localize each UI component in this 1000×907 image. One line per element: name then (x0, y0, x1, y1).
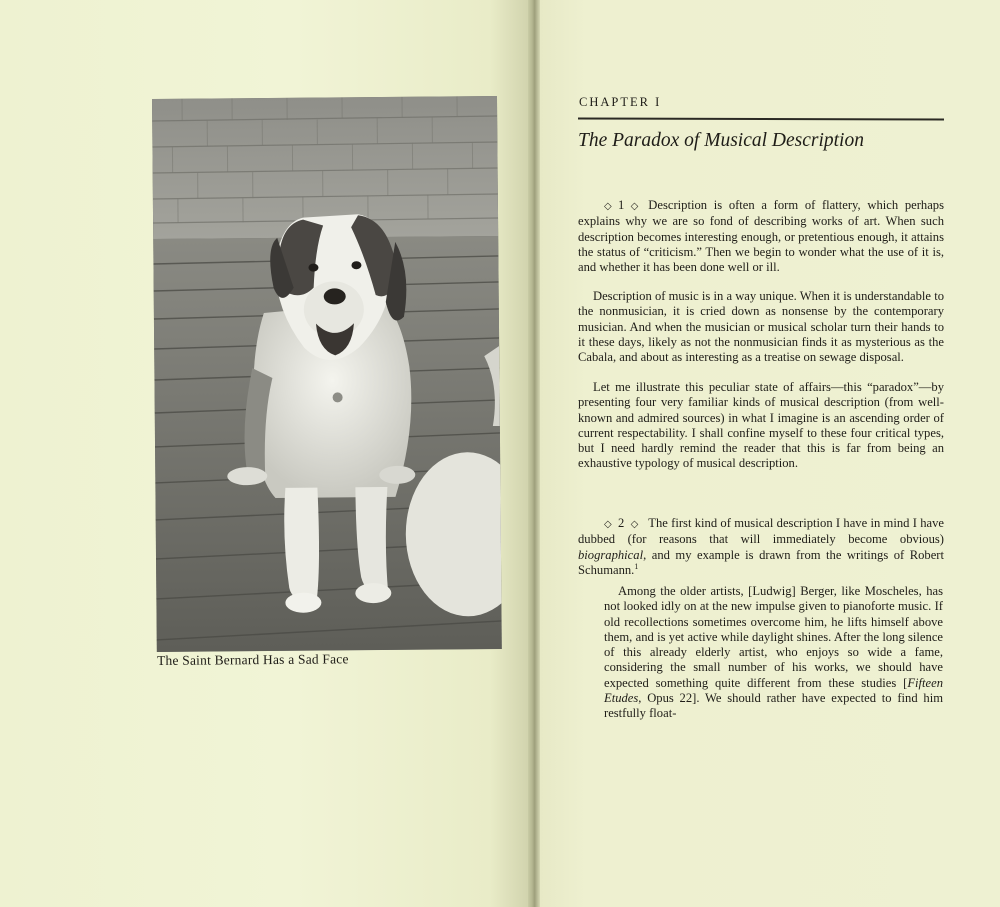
block-quote (604, 584, 943, 722)
section-1-marker (604, 198, 638, 214)
section-1-paragraph-3: Let me illustrate this peculiar state of affairs—this “paradox”—by presenting four very familiar kinds of musical description (from well-known and admired sources) in what I imagine is an ascending order of current respectability. I shall confine myself to these four critical types, but I need hardly remind the reader that this is far from being an exhaustive typology of musical description. (578, 380, 944, 471)
footnote-marker: 1 (634, 561, 639, 571)
diamond-icon: ◇ (630, 201, 639, 212)
diamond-icon: ◇ (604, 201, 612, 212)
quote-text-after: , Opus 22]. We should rather have expected to find him restfully float- (604, 691, 943, 721)
photo-caption: The Saint Bernard Has a Sad Face (157, 651, 349, 668)
section-1-paragraph-1 (578, 198, 944, 275)
diamond-icon: ◇ (630, 519, 639, 530)
section-1-number: 1 (618, 198, 625, 212)
quote-text-before: Among the older artists, [Ludwig] Berger, like Moscheles, has not looked idly on at the new impulse given to pianoforte music. If old recollections sometimes overcome him, he lifts himself above them, and is yet active while daylight shines. After the long silence of this already elderly artist, who enjoys so wide a fame, considering the small number of his works, we should have expected something quite different from these studies [ (604, 584, 943, 690)
section-2-text-after: , and my example is drawn from the writings of Robert Schumann. (578, 547, 944, 577)
section-2-italic-term: biographical (578, 547, 644, 562)
section-1-paragraph-2: Description of music is in a way unique. When it is understandable to the nonmusician, it is cried down as nonsense by the contemporary musician. And when the musician or musical scholar turn their hands to it these days, likely as not the nonmusician finds it as mysterious as the Cabala, and about as interesting as a treatise on sewage disposal. (578, 289, 944, 365)
section-2-paragraph-1 (578, 516, 944, 578)
section-2-marker (604, 516, 638, 532)
book-gutter (528, 0, 540, 907)
section-1-text-1: Description is often a form of flattery, which perhaps explains why we are so fond of describing works of art. When such description becomes interesting enough, or pretentious enough, it attains the status of “criticism.” Then we begin to wonder what the use of it is, and whether it has been done well or ill. (578, 198, 944, 275)
quote-italic-title: Fifteen Etudes (604, 675, 943, 706)
chapter-title: The Paradox of Musical Description (578, 130, 864, 151)
chapter-label: CHAPTER I (579, 95, 662, 109)
saint-bernard-photo (152, 96, 502, 652)
section-2-text-before: The first kind of musical description I have in mind I have dubbed (for reasons that will immediately become obvious) (578, 516, 944, 547)
section-2-number: 2 (618, 516, 625, 530)
diamond-icon: ◇ (604, 519, 612, 530)
